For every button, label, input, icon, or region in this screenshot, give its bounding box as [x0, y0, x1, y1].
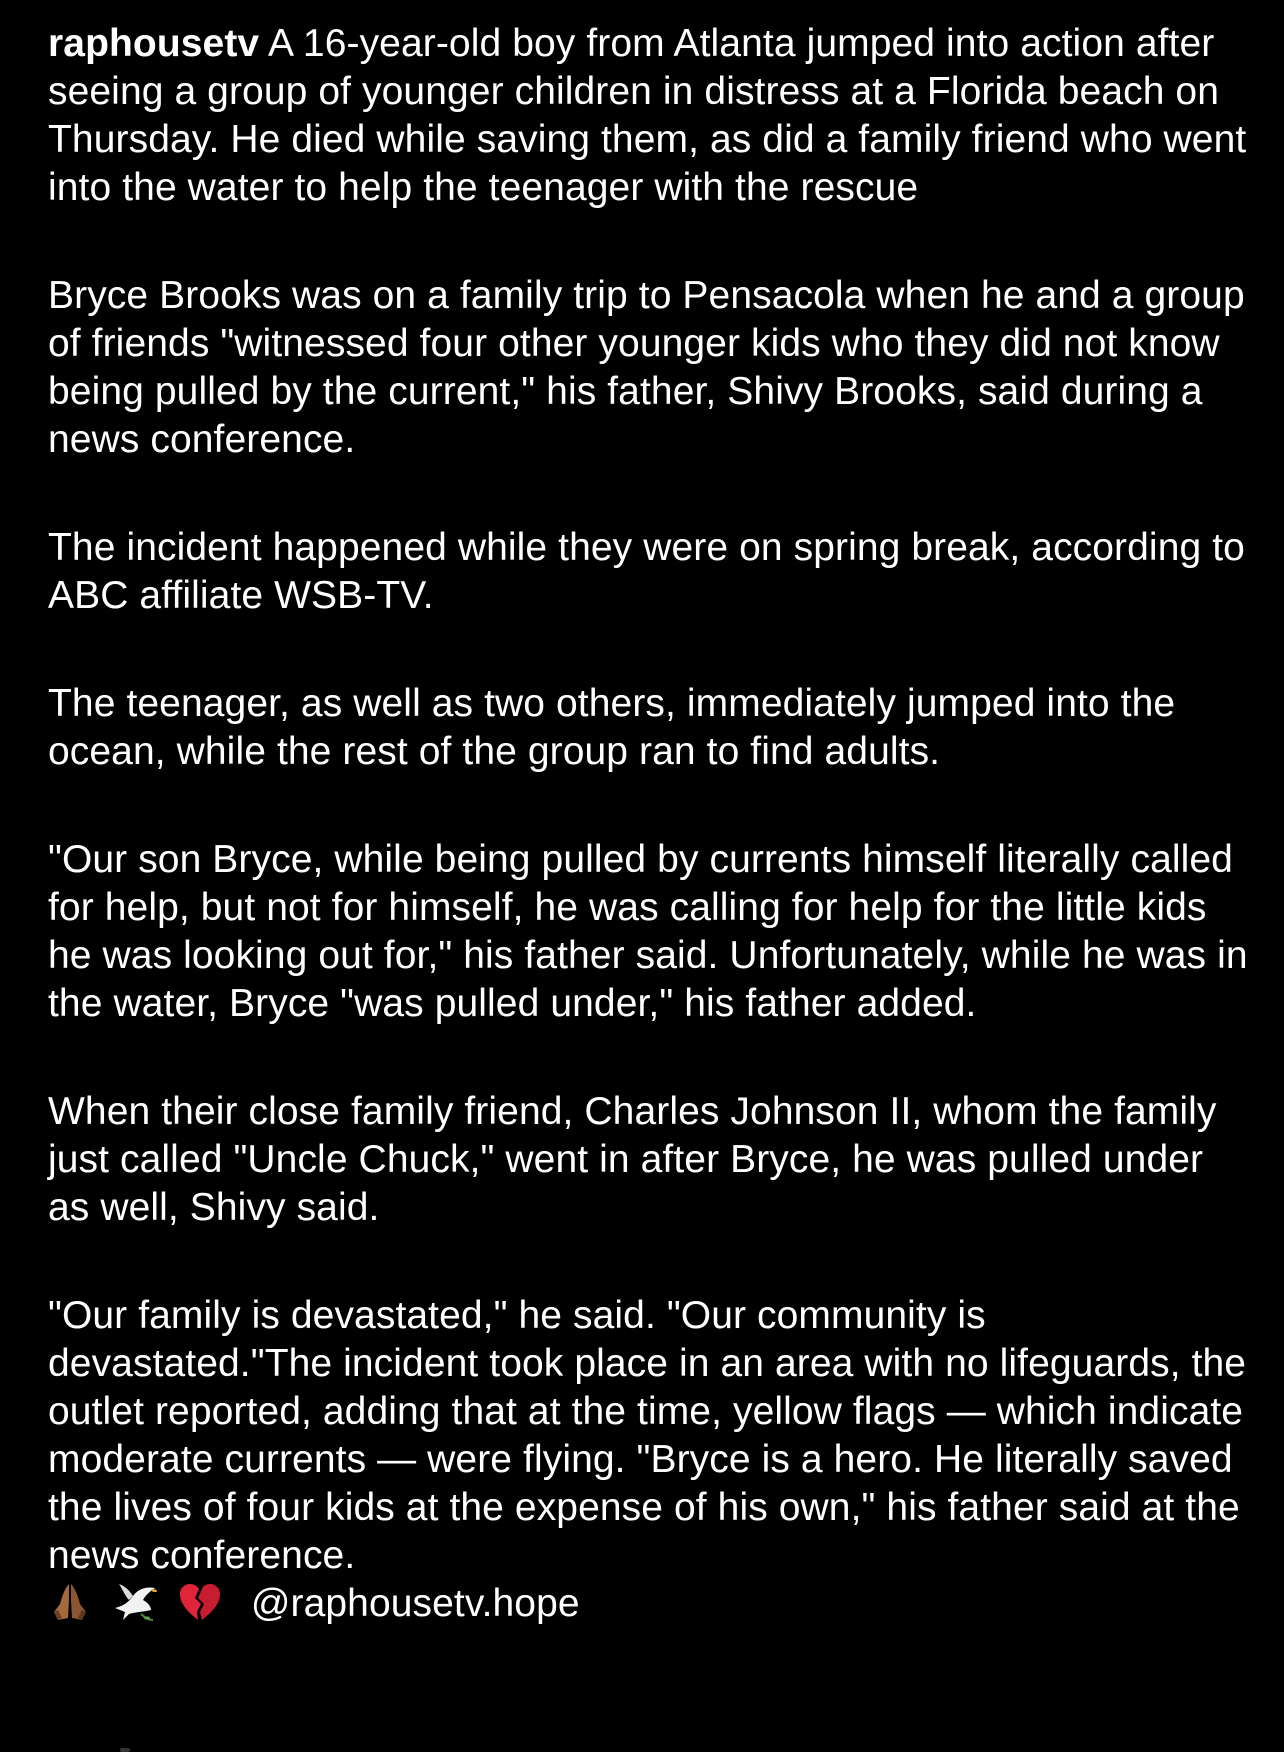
mention-link[interactable]: @raphousetv.hope: [250, 1582, 580, 1625]
dove-icon: [111, 1580, 159, 1636]
caption-paragraph-7: "Our family is devastated," he said. "Our community is devastated."The incident took place in an area with no lifeguards, the outlet reported, adding that at the time, yellow flags — which indicate moderate currents — were flying. "Bryce is a hero. He literally saved the lives of four kids at the expense of his own," his father said at the news conference.: [48, 1294, 1247, 1577]
caption-paragraph-3: The incident happened while they were on spring break, according to ABC affiliate WSB-TV.: [48, 526, 1245, 617]
bottom-edge-fragment: [120, 1748, 130, 1752]
caption-footer: [48, 1580, 1248, 1636]
broken-heart-icon: [178, 1580, 222, 1636]
caption-text-1: A 16-year-old boy from Atlanta jumped into action after seeing a group of younger children in distress at a Florida beach on Thursday. He died while saving them, as did a family friend who went into the water to help the teenager with the rescue: [48, 22, 1247, 209]
caption-paragraph-5: "Our son Bryce, while being pulled by currents himself literally called for help, but not for himself, he was calling for help for the little kids he was looking out for," his father said. Unfortunately, while he was in the water, Bryce "was pulled under," his father added.: [48, 838, 1248, 1025]
post-caption: [48, 20, 1248, 1636]
caption-paragraph-2: Bryce Brooks was on a family trip to Pensacola when he and a group of friends "witnessed four other younger kids who they did not know being pulled by the current," his father, Shivy Brooks, said during a news conference.: [48, 274, 1245, 461]
caption-paragraph-4: The teenager, as well as two others, immediately jumped into the ocean, while the rest of the group ran to find adults.: [48, 682, 1176, 773]
caption-paragraph-1: [48, 20, 1248, 212]
username-link[interactable]: raphousetv: [48, 22, 260, 65]
caption-paragraph-6: When their close family friend, Charles Johnson II, whom the family just called "Uncle Chuck," went in after Bryce, he was pulled under as well, Shivy said.: [48, 1090, 1217, 1229]
praying-hands-icon: [48, 1580, 92, 1636]
